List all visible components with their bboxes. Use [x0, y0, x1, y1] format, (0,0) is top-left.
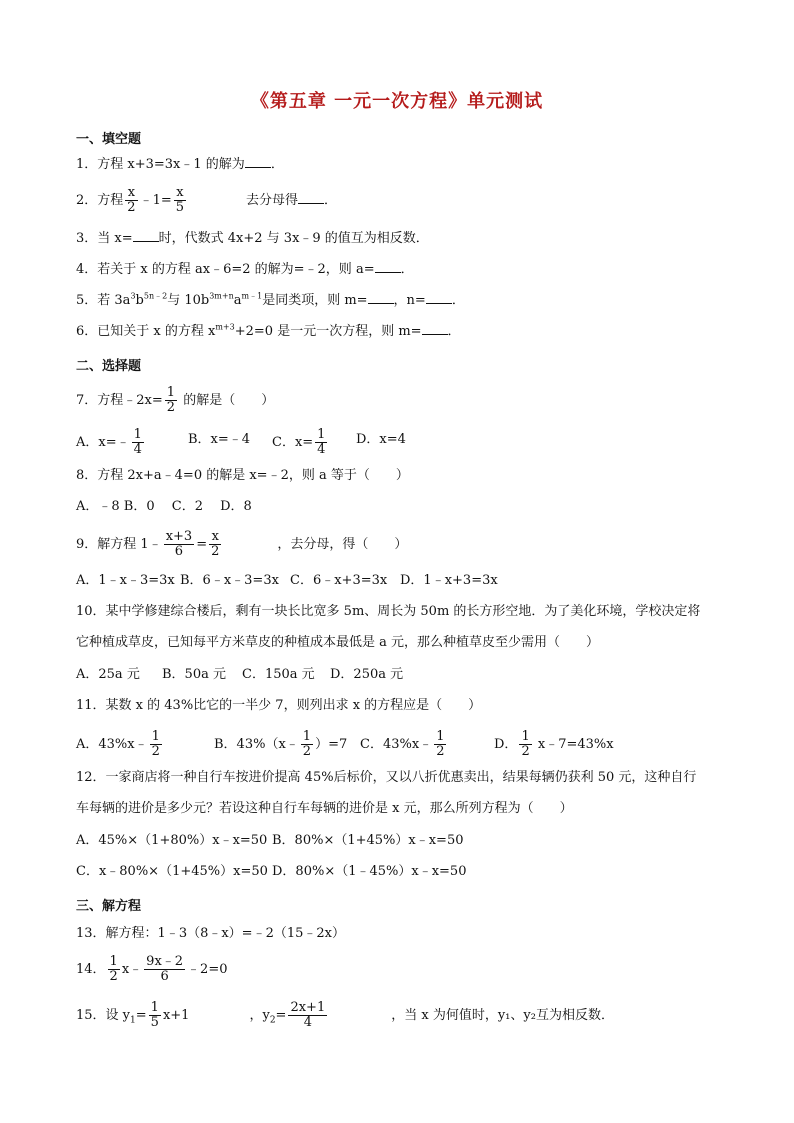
page-title: 《第五章 一元一次方程》单元测试 [250, 91, 544, 112]
option-c: C．150a 元 [242, 667, 315, 682]
numerator: 1 [436, 729, 445, 744]
fraction [301, 730, 313, 759]
question-7 [76, 386, 274, 415]
option-c: C．x﹣80%×（1+45%）x=50 [76, 864, 268, 879]
fraction [150, 730, 162, 759]
q5-part: 是同类项，则 m= [262, 293, 368, 308]
q1-end: ． [270, 157, 284, 172]
superscript: 3m+n [209, 291, 234, 301]
q6-end: ． [447, 324, 461, 339]
fraction [164, 530, 195, 559]
q2-end: ． [324, 193, 338, 208]
option-text: B．43%（x﹣ [214, 737, 299, 752]
numerator: x [174, 186, 186, 201]
numerator: x [209, 530, 221, 545]
answer-blank [368, 293, 394, 304]
numerator: 1 [521, 729, 530, 744]
option-a: A．1﹣x﹣3=3x [76, 573, 175, 588]
superscript: 5n﹣2 [143, 291, 168, 301]
question-4 [76, 262, 414, 278]
fraction [165, 386, 177, 415]
fraction [434, 730, 446, 759]
question-15 [76, 1001, 614, 1030]
numerator: 1 [150, 1000, 159, 1015]
q5-part: b [135, 293, 144, 308]
fraction [315, 428, 327, 457]
option-b: B．80%×（1+45%）x﹣x=50 [272, 833, 464, 848]
question-3 [76, 231, 429, 247]
option-b: B．x=﹣4 [188, 432, 251, 447]
q4-end: ． [400, 262, 414, 277]
answer-blank [426, 293, 452, 304]
question-12-line-2: 车每辆的进价是多少元？若设这种自行车每辆的进价是 x 元，那么所列方程为（ ） [76, 801, 573, 816]
question-10-line-1: 10．某中学修建综合楼后，剩有一块长比宽多 5m、周长为 50m 的长方形空地．为了美化环境，学校决定将 [76, 604, 701, 619]
q5-part: ，n= [393, 293, 426, 308]
q7-prefix: 7．方程﹣2x= [76, 393, 163, 408]
question-11: 11．某数 x 的 43%比它的一半少 7，则列出求 x 的方程应是（ ） [76, 698, 482, 713]
subscript: 1 [130, 1015, 136, 1026]
question-13: 13．解方程：1﹣3（8﹣x）=﹣2（15﹣2x） [76, 926, 345, 941]
denominator: 2 [127, 200, 136, 215]
denominator: 2 [302, 744, 312, 759]
q5-end: ． [451, 293, 465, 308]
option-c [272, 428, 329, 457]
fraction [108, 955, 120, 984]
denominator: 2 [521, 744, 530, 759]
option-text: C．x= [272, 435, 314, 450]
question-12-line-1: 12．一家商店将一种自行车按进价提高 45%后标价，又以八折优惠卖出，结果每辆仍获利 50 元，这种自行 [76, 770, 697, 785]
denominator: 2 [109, 969, 118, 984]
option-d [494, 730, 614, 759]
q15-suffix: ，当 x 为何值时，y₁、y₂互为相反数． [391, 1008, 614, 1023]
q9-mid: = [196, 537, 208, 552]
denominator: 5 [175, 200, 185, 215]
fraction [519, 730, 531, 759]
q5-part: 与 10b [167, 293, 210, 308]
q2-suffix: 去分母得 [246, 193, 299, 208]
option-text: ）=7 [315, 737, 348, 752]
q7-suffix: 的解是（ ） [183, 393, 275, 408]
denominator: 2 [436, 744, 445, 759]
q8-options: A．﹣8 B．0 C．2 D．8 [76, 499, 252, 514]
option-a: A．45%×（1+80%）x﹣x=50 [76, 833, 268, 848]
answer-blank [245, 157, 271, 168]
option-a [76, 428, 146, 457]
question-9 [76, 530, 407, 559]
equals: = [275, 1008, 287, 1023]
question-6 [76, 324, 461, 340]
question-1 [76, 157, 284, 173]
q15-term: x+1 [162, 1008, 190, 1023]
option-text: x﹣7=43%x [537, 737, 614, 752]
denominator: 5 [150, 1015, 159, 1030]
numerator: 1 [302, 729, 312, 744]
question-2 [76, 186, 337, 215]
answer-blank [298, 193, 324, 204]
q14-prefix: 14． [76, 962, 106, 977]
equals: = [135, 1008, 147, 1023]
superscript: m﹣1 [241, 291, 263, 301]
option-text: A．x=﹣ [76, 435, 130, 450]
option-a: A．25a 元 [76, 667, 140, 682]
numerator: x [125, 186, 137, 201]
q2-mid: ﹣1= [139, 193, 172, 208]
q15-prefix: 15．设 y [76, 1008, 131, 1023]
q6-part: 6．已知关于 x 的方程 x [76, 324, 216, 339]
denominator: 6 [160, 969, 169, 984]
denominator: 4 [303, 1015, 312, 1030]
numerator: 1 [151, 729, 160, 744]
denominator: 2 [151, 744, 160, 759]
option-b: B．50a 元 [162, 667, 226, 682]
option-text: A．43%x﹣ [76, 737, 148, 752]
superscript: m+3 [215, 322, 235, 332]
q9-prefix: 9．解方程 1﹣ [76, 537, 162, 552]
fraction [125, 186, 137, 215]
denominator: 6 [174, 544, 184, 559]
subscript: 2 [269, 1015, 276, 1026]
option-b: B．6﹣x﹣3=3x [180, 573, 279, 588]
denominator: 4 [133, 442, 142, 457]
numerator: 1 [317, 427, 326, 442]
option-d: D．1﹣x+3=3x [400, 573, 498, 588]
q14-mid: x﹣ [121, 962, 143, 977]
q5-part: a [233, 293, 242, 308]
fraction [149, 1001, 161, 1030]
section-solve-equations: 三、解方程 [76, 899, 142, 914]
option-d: D．x=4 [356, 432, 406, 447]
option-c: C．6﹣x+3=3x [290, 573, 388, 588]
option-b [214, 730, 347, 759]
section-multiple-choice: 二、选择题 [76, 359, 142, 374]
option-text: C．43%x﹣ [360, 737, 433, 752]
q2-prefix: 2．方程 [76, 193, 124, 208]
q6-part: +2=0 是一元一次方程，则 m= [234, 324, 422, 339]
superscript: 3 [130, 291, 136, 301]
option-a [76, 730, 164, 759]
q1-text: 1．方程 x+3=3x﹣1 的解为 [76, 157, 245, 172]
answer-blank [375, 262, 401, 273]
q5-part: 5．若 3a [76, 293, 131, 308]
option-text: D． [494, 737, 518, 752]
option-d: D．250a 元 [330, 667, 404, 682]
q15-comma: ，y [249, 1008, 270, 1023]
q14-end: ﹣2=0 [187, 962, 228, 977]
denominator: 4 [317, 442, 326, 457]
numerator: 1 [109, 954, 118, 969]
section-fill-blank: 一、填空题 [76, 132, 142, 147]
answer-blank [133, 231, 159, 242]
denominator: 2 [166, 400, 176, 415]
q3-suffix: 时，代数式 4x+2 与 3x﹣9 的值互为相反数． [158, 231, 429, 246]
question-8: 8．方程 2x+a﹣4=0 的解是 x=﹣2，则 a 等于（ ） [76, 468, 409, 483]
numerator: x+3 [165, 529, 193, 544]
fraction [174, 186, 186, 215]
q9-suffix: ，去分母，得（ ） [277, 537, 408, 552]
option-c [360, 730, 448, 759]
fraction [288, 1001, 327, 1030]
fraction [144, 955, 185, 984]
numerator: 2x+1 [290, 1000, 326, 1015]
denominator: 2 [211, 544, 220, 559]
numerator: 1 [133, 427, 142, 442]
question-14 [76, 955, 227, 984]
q4-prefix: 4．若关于 x 的方程 ax﹣6=2 的解为=﹣2，则 a= [76, 262, 375, 277]
question-5 [76, 293, 465, 309]
numerator: 9x﹣2 [146, 954, 184, 969]
question-10-line-2: 它种植成草皮，已知每平方米草皮的种植成本最低是 a 元，那么种植草皮至少需用（ ） [76, 635, 600, 650]
q3-prefix: 3．当 x= [76, 231, 133, 246]
option-d: D．80%×（1﹣45%）x﹣x=50 [272, 864, 467, 879]
answer-blank [422, 324, 448, 335]
fraction [132, 428, 144, 457]
numerator: 1 [166, 385, 176, 400]
fraction [209, 530, 221, 559]
